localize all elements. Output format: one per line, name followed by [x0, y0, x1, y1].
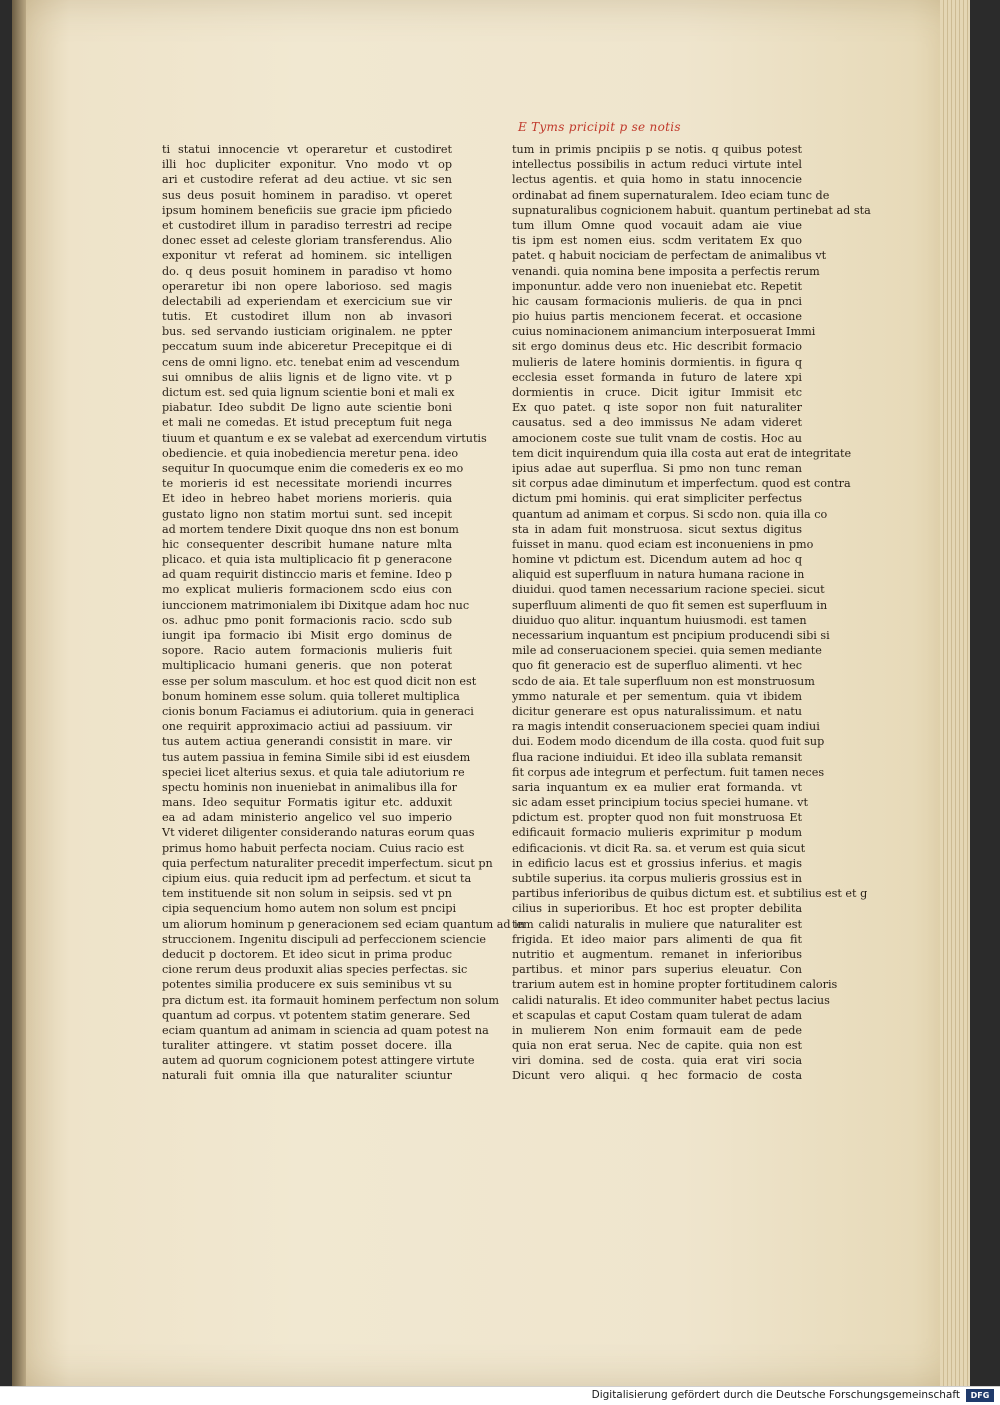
- text-line: ipsum hominem beneficiis sue gracie ipm pficiedo: [162, 203, 452, 217]
- text-line: sopore. Racio autem formacionis mulieris fuit: [162, 644, 452, 658]
- text-line: Ex quo patet. q iste sopor non fuit naturaliter: [512, 401, 802, 415]
- text-line: tus autem actiua generandi consistit in mare. vir: [162, 735, 452, 749]
- text-line: cuius nominacionem animancium interposuerat Immi: [512, 325, 816, 339]
- text-line: tum in primis pncipiis p se notis. q quibus potest: [512, 143, 802, 156]
- manuscript-page: [12, 0, 970, 1386]
- text-line: flua racione indiuidui. Et ideo illa sublata remansit: [512, 750, 802, 764]
- text-line: donec esset ad celeste gloriam transferendus. Alio: [162, 234, 452, 248]
- text-line: pra dictum est. ita formauit hominem perfectum non solum: [162, 993, 499, 1007]
- text-line: sic adam esset principium tocius speciei humane. vt: [512, 796, 808, 810]
- text-line: mans. Ideo sequitur Formatis igitur etc. adduxit: [162, 796, 452, 810]
- text-line: ordinabat ad finem supernaturalem. Ideo eciam tunc de: [512, 188, 830, 202]
- text-line: cipia sequencium homo autem non solum est pncipi: [162, 902, 457, 916]
- text-line: superfluum alimenti de quo fit semen est superfluum in: [512, 598, 828, 612]
- text-line: sui omnibus de aliis lignis et de ligno vite. vt p: [162, 370, 452, 384]
- footer-bar: [0, 1386, 1000, 1405]
- text-line: mo explicat mulieris formacionem scdo eius con: [162, 583, 452, 597]
- text-line: iungit ipa formacio ibi Misit ergo dominus de: [162, 629, 452, 642]
- text-line: imponuntur. adde vero non inueniebat etc. Repetit: [512, 279, 802, 293]
- text-line: patet. q habuit nociciam de perfectam de animalibus vt: [512, 249, 827, 263]
- text-line: os. adhuc pmo ponit formacionis racio. scdo sub: [162, 613, 452, 627]
- text-line: ecclesia esset formanda in futuro de latere xpi: [512, 370, 802, 384]
- text-line: mile ad conseruacionem speciei. quia semen mediante: [512, 644, 822, 658]
- text-line: operaretur ibi non opere laborioso. sed magis: [162, 279, 452, 293]
- text-line: quantum ad animam et corpus. Si scdo non. quia illa co: [512, 507, 828, 521]
- text-line: ad mortem tendere Dixit quoque dns non est bonum: [162, 522, 459, 536]
- text-line: tem dicit inquirendum quia illa costa aut erat de integritate: [512, 446, 852, 460]
- text-line: in mulierem Non enim formauit eam de pede: [512, 1023, 802, 1037]
- text-line: Dicunt vero aliqui. q hec formacio de costa: [512, 1069, 802, 1083]
- text-line: turaliter attingere. vt statim posset docere. illa: [162, 1039, 452, 1053]
- text-line: primus homo habuit perfecta nociam. Cuius racio est: [162, 841, 464, 855]
- page-edges: [940, 0, 970, 1386]
- text-line: partibus. et minor pars superius eleuatur. Con: [512, 963, 802, 977]
- text-line: ea ad adam ministerio angelico vel suo imperio: [162, 811, 452, 825]
- text-line: quo fit generacio est de superfluo alimenti. vt hec: [512, 659, 802, 673]
- text-line: cione rerum deus produxit alias species perfectas. sic: [162, 963, 468, 977]
- text-line: intellectus possibilis in actum reduci virtute intel: [512, 158, 802, 172]
- text-line: homine vt pdictum est. Dicendum autem ad hoc q: [512, 553, 802, 567]
- text-line: viri domina. sed de costa. quia erat viri socia: [512, 1054, 802, 1068]
- text-line: exponitur vt referat ad hominem. sic intelligen: [162, 249, 452, 263]
- text-line: cionis bonum Faciamus ei adiutorium. quia in generaci: [162, 704, 474, 718]
- text-line: trarium autem est in homine propter fortitudinem caloris: [512, 978, 838, 992]
- text-line: bus. sed servando iusticiam originalem. ne ppter: [162, 325, 452, 339]
- text-line: tem calidi naturalis in muliere que naturaliter est: [512, 917, 802, 931]
- text-line: frigida. Et ideo maior pars alimenti de qua fit: [512, 932, 802, 946]
- text-line: scdo de aia. Et tale superfluum non est monstruosum: [512, 674, 815, 688]
- text-line: diuidui. quod tamen necessarium racione speciei. sicut: [512, 583, 825, 597]
- text-line: ti statui innocencie vt operaretur et custodiret: [162, 143, 452, 156]
- text-line: speciei licet alterius sexus. et quia tale adiutorium re: [162, 765, 465, 779]
- margin-annotation: E Tyms pricipit p se notis: [518, 120, 681, 134]
- text-line: ra magis intendit conseruacionem speciei quam indiui: [512, 720, 820, 734]
- text-line: et mali ne comedas. Et istud preceptum fuit nega: [162, 416, 452, 430]
- text-line: amocionem coste sue tulit vnam de costis. Hoc au: [512, 431, 802, 445]
- text-line: fit corpus ade integrum et perfectum. fuit tamen neces: [512, 765, 825, 779]
- text-line: calidi naturalis. Et ideo communiter habet pectus lacius: [512, 993, 830, 1007]
- text-line: tus autem passiua in femina Simile sibi id est eiusdem: [162, 750, 471, 764]
- text-line: pdictum est. propter quod non fuit monstruosa Et: [512, 811, 802, 825]
- text-line: struccionem. Ingenitu discipuli ad perfeccionem sciencie: [162, 932, 487, 946]
- text-line: peccatum suum inde abiceretur Precepitque ei di: [162, 340, 452, 354]
- text-line: et custodiret illum in paradiso terrestri ad recipe: [162, 218, 452, 232]
- text-line: gustato ligno non statim mortui sunt. sed incepit: [162, 507, 452, 521]
- text-line: potentes similia producere ex suis seminibus vt su: [162, 978, 452, 992]
- text-line: edificacionis. vt dicit Ra. sa. et verum est quia sicut: [512, 841, 806, 855]
- text-column-right: [512, 142, 871, 1084]
- text-line: necessarium inquantum est pncipium producendi sibi si: [512, 629, 830, 642]
- text-line: tutis. Et custodiret illum non ab invasori: [162, 310, 452, 324]
- text-line: ymmo naturale et per sementum. quia vt ibidem: [512, 689, 802, 703]
- text-line: quia perfectum naturaliter precedit imperfectum. sicut pn: [162, 856, 493, 870]
- text-line: venandi. quia nomina bene imposita a perfectis rerum: [512, 264, 820, 278]
- text-line: tiuum et quantum e ex se valebat ad exercendum virtutis: [162, 431, 487, 445]
- text-line: sit corpus adae diminutum et imperfectum. quod est contra: [512, 477, 851, 491]
- text-line: fuisset in manu. quod eciam est inconueniens in pmo: [512, 537, 814, 551]
- text-line: in edificio lacus est et grossius inferius. et magis: [512, 856, 802, 870]
- text-line: partibus inferioribus de quibus dictum est. et subtilius est et g: [512, 887, 868, 901]
- text-line: et scapulas et caput Costam quam tulerat de adam: [512, 1008, 802, 1022]
- text-line: nutritio et augmentum. remanet in inferioribus: [512, 947, 802, 961]
- text-line: sequitur In quocumque enim die comederis ex eo mo: [162, 461, 464, 475]
- text-line: ad quam requirit distinccio maris et femine. Ideo p: [162, 568, 452, 582]
- text-line: autem ad quorum cognicionem potest attingere virtute: [162, 1054, 475, 1068]
- text-line: diuiduo quo alitur. inquantum huiusmodi. est tamen: [512, 613, 807, 627]
- text-line: sta in adam fuit monstruosa. sicut sextus digitus: [512, 522, 802, 536]
- text-line: cipium eius. quia reducit ipm ad perfectum. et sicut ta: [162, 872, 472, 885]
- text-line: dictum est. sed quia lignum scientie boni et mali ex: [162, 386, 455, 399]
- book-gutter: [12, 0, 26, 1386]
- text-line: edificauit formacio mulieris exprimitur p modum: [512, 826, 802, 840]
- text-line: dicitur generare est opus naturalissimum. et natu: [512, 704, 802, 718]
- dfg-logo: DFG: [966, 1389, 994, 1402]
- text-line: dictum pmi hominis. qui erat simpliciter perfectus: [512, 492, 802, 506]
- text-line: piabatur. Ideo subdit De ligno aute scientie boni: [162, 401, 452, 415]
- text-line: hic causam formacionis mulieris. de qua in pnci: [512, 294, 802, 308]
- text-line: sus deus posuit hominem in paradiso. vt operet: [162, 188, 452, 202]
- funding-credit: Digitalisierung gefördert durch die Deutsche Forschungsgemeinschaft: [591, 1389, 960, 1401]
- text-line: delectabili ad experiendam et exercicium sue vir: [162, 294, 452, 308]
- text-line: tem instituende sit non solum in seipsis. sed vt pn: [162, 887, 452, 901]
- text-line: causatus. sed a deo immissus Ne adam videret: [512, 416, 802, 430]
- text-line: supnaturalibus cognicionem habuit. quantum pertinebat ad sta: [512, 203, 871, 217]
- text-line: illi hoc dupliciter exponitur. Vno modo vt op: [162, 158, 452, 172]
- text-line: obediencie. et quia inobediencia meretur pena. ideo: [162, 446, 459, 460]
- text-line: deducit p doctorem. Et ideo sicut in prima produc: [162, 947, 452, 961]
- text-line: Et ideo in hebreo habet moriens morieris. quia: [162, 492, 452, 506]
- text-line: eciam quantum ad animam in sciencia ad quam potest na: [162, 1023, 489, 1037]
- text-line: subtile superius. ita corpus mulieris grossius est in: [512, 872, 802, 885]
- text-line: iunccionem matrimonialem ibi Dixitque adam hoc nuc: [162, 598, 470, 612]
- text-line: sit ergo dominus deus etc. Hic describit formacio: [512, 340, 802, 354]
- text-line: naturali fuit omnia illa que naturaliter sciuntur: [162, 1069, 452, 1083]
- text-line: one requirit approximacio actiui ad passiuum. vir: [162, 720, 452, 734]
- text-line: hic consequenter describit humane nature mlta: [162, 537, 452, 551]
- text-line: tis ipm est nomen eius. scdm veritatem Ex quo: [512, 234, 802, 248]
- text-line: bonum hominem esse solum. quia tolleret multiplica: [162, 689, 460, 703]
- text-line: dormientis in cruce. Dicit igitur Immisit etc: [512, 386, 802, 399]
- text-line: dui. Eodem modo dicendum de illa costa. quod fuit sup: [512, 735, 825, 749]
- text-line: cens de omni ligno. etc. tenebat enim ad vescendum: [162, 355, 460, 369]
- text-line: cilius in superioribus. Et hoc est propter debilita: [512, 902, 802, 916]
- text-line: quia non erat serua. Nec de capite. quia non est: [512, 1039, 802, 1053]
- text-line: multiplicacio humani generis. que non poterat: [162, 659, 452, 673]
- text-line: quantum ad corpus. vt potentem statim generare. Sed: [162, 1008, 471, 1022]
- text-line: aliquid est superfluum in natura humana racione in: [512, 568, 805, 582]
- text-line: tum illum Omne quod vocauit adam aie viue: [512, 218, 802, 232]
- text-line: do. q deus posuit hominem in paradiso vt homo: [162, 264, 452, 278]
- text-line: plicaco. et quia ista multiplicacio fit p generacone: [162, 553, 452, 567]
- text-line: mulieris de latere hominis dormientis. in figura q: [512, 355, 802, 369]
- text-line: um aliorum hominum p generacionem sed eciam quantum ad in: [162, 917, 525, 931]
- text-line: saria inquantum ex ea mulier erat formanda. vt: [512, 780, 802, 794]
- text-line: Vt videret diligenter considerando naturas eorum quas: [162, 826, 475, 840]
- text-line: pio huius partis mencionem fecerat. et occasione: [512, 310, 802, 324]
- text-line: ari et custodire referat ad deu actiue. vt sic sen: [162, 173, 452, 187]
- text-line: spectu hominis non inueniebat in animalibus illa for: [162, 780, 457, 794]
- text-line: ipius adae aut superflua. Si pmo non tunc reman: [512, 461, 802, 475]
- text-line: esse per solum masculum. et hoc est quod dicit non est: [162, 674, 477, 688]
- text-line: lectus agentis. et quia homo in statu innocencie: [512, 173, 802, 187]
- text-column-left: [162, 142, 525, 1084]
- text-line: te morieris id est necessitate moriendi incurres: [162, 477, 452, 491]
